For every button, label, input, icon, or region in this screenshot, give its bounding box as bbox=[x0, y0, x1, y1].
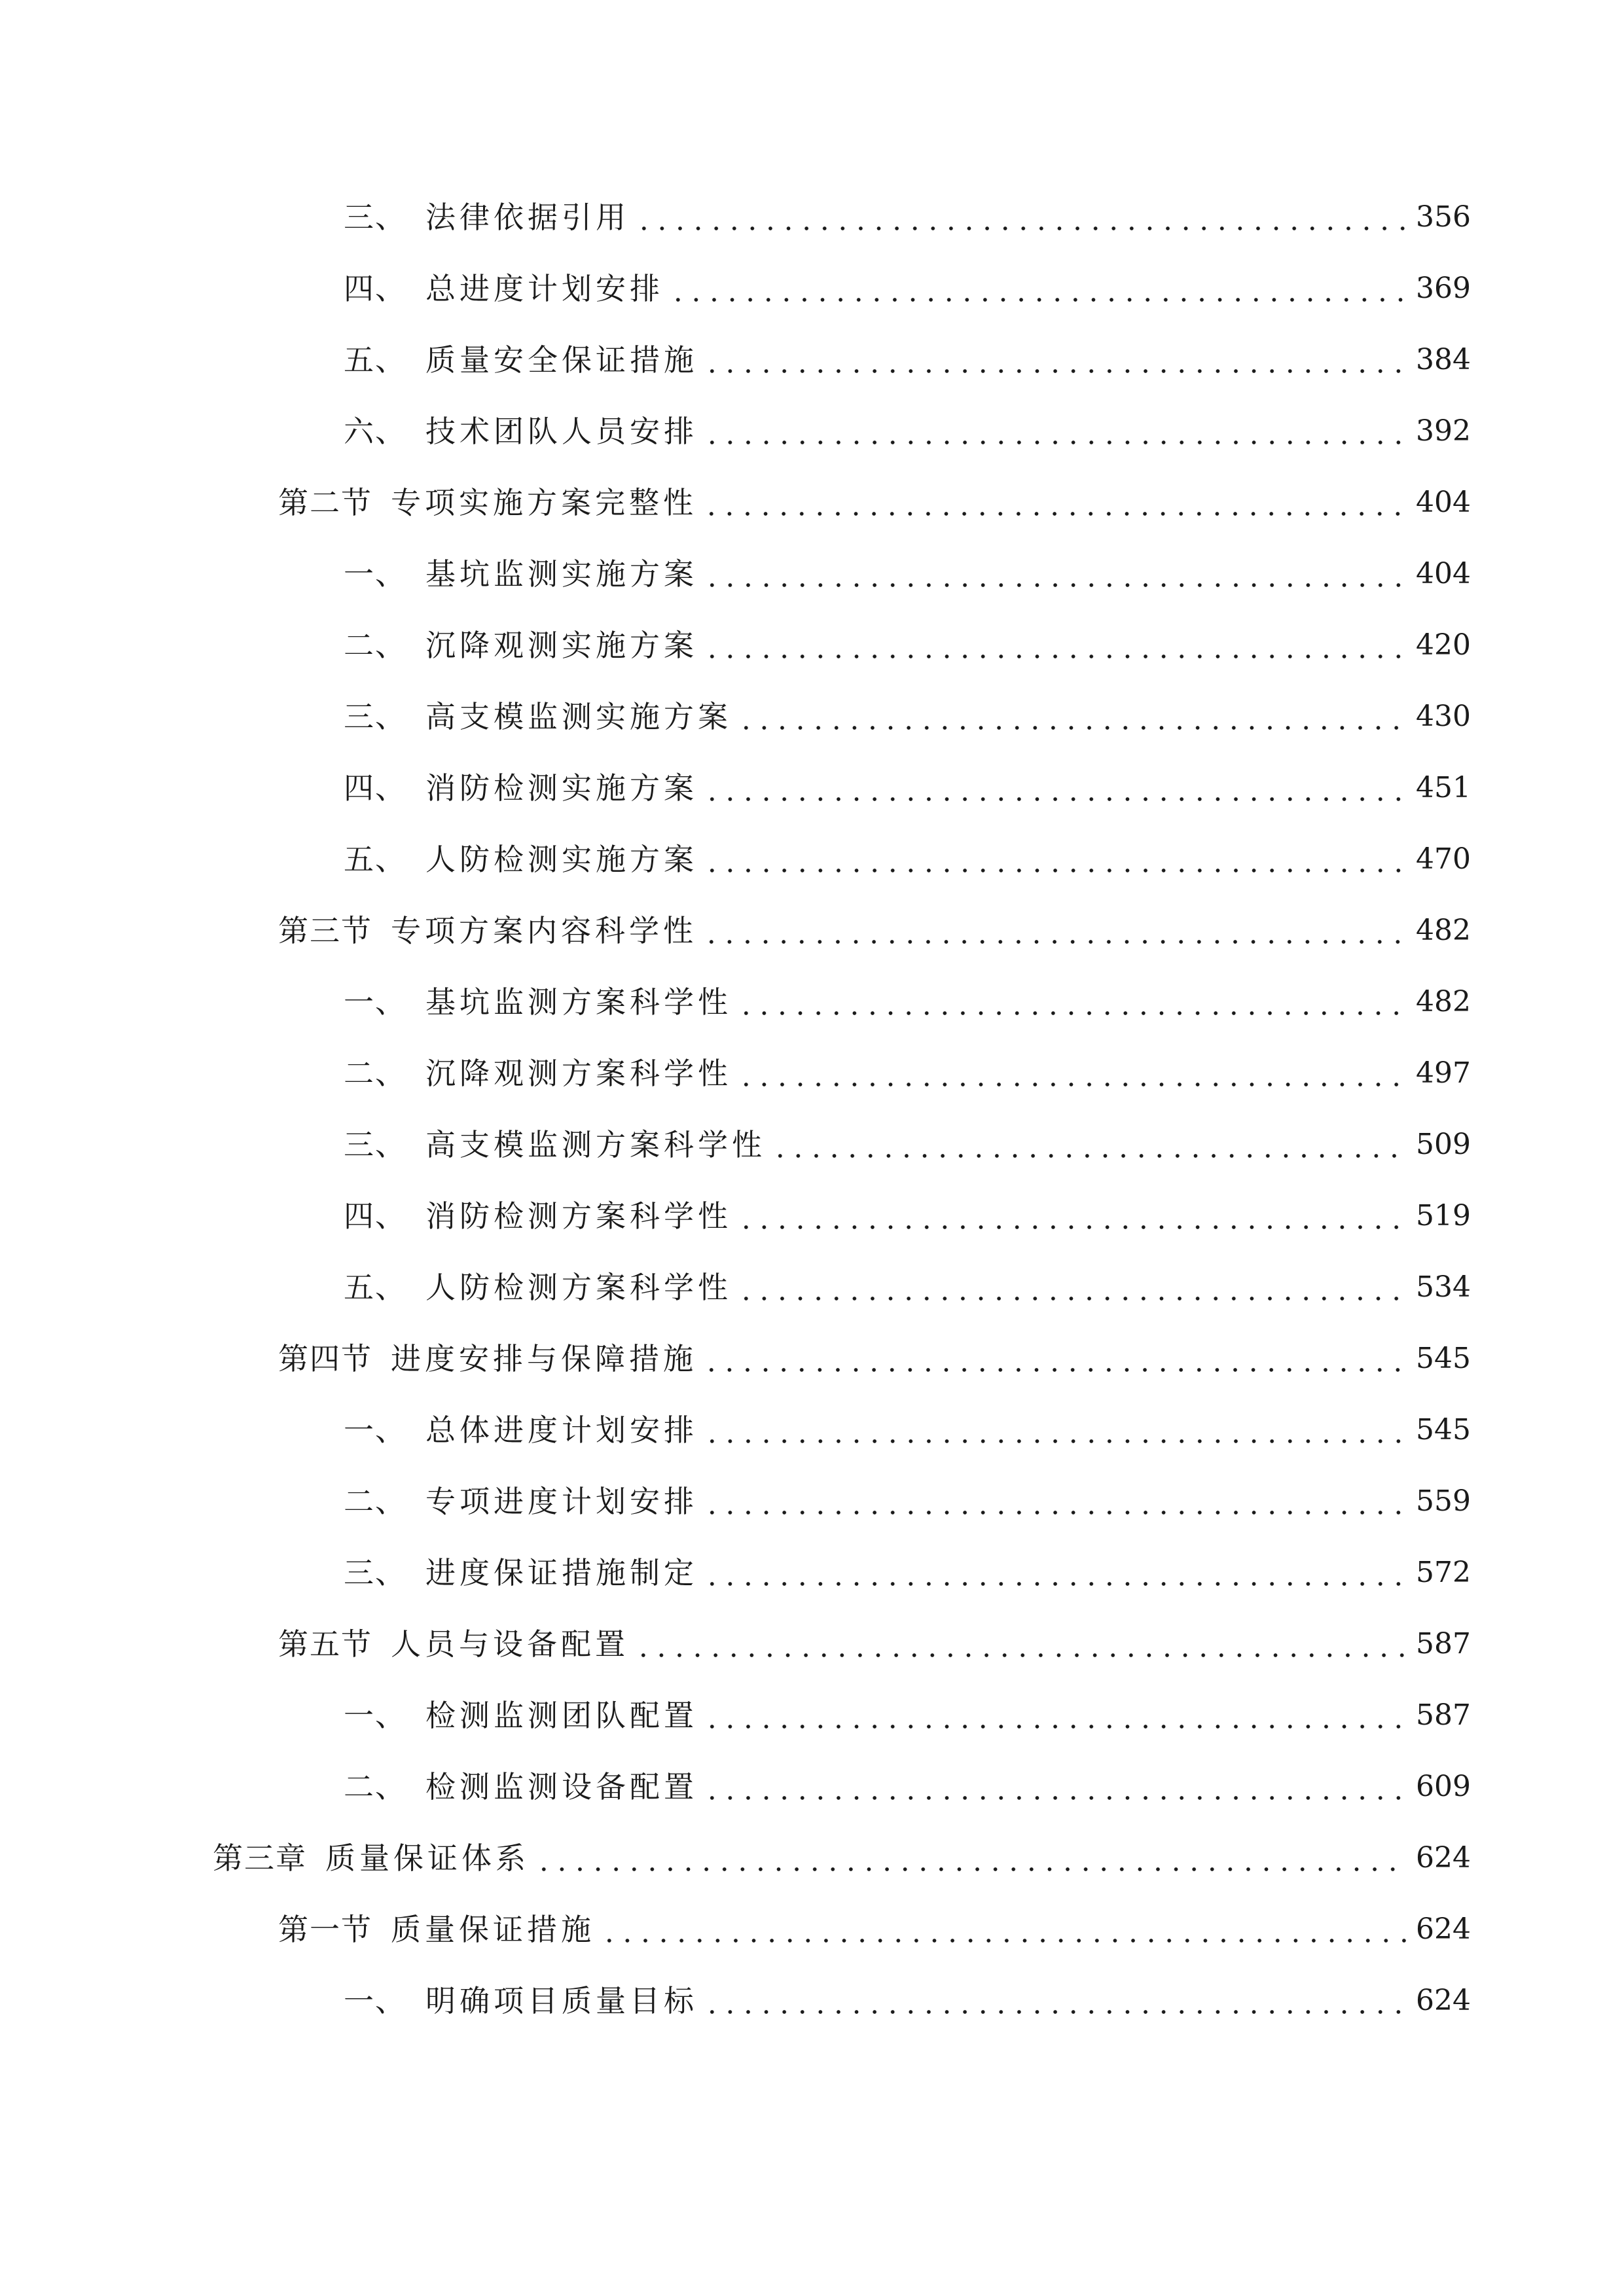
entry-title: 基坑监测方案科学性 bbox=[425, 984, 732, 1020]
entry-title: 质量安全保证措施 bbox=[425, 342, 698, 378]
entry-title: 技术团队人员安排 bbox=[425, 414, 698, 449]
entry-title: 明确项目质量目标 bbox=[425, 1983, 698, 2018]
toc-entry[interactable] bbox=[344, 334, 1471, 386]
toc-entry[interactable] bbox=[278, 476, 1471, 529]
entry-page-number: 404 bbox=[1416, 557, 1471, 590]
entry-number: 三、 bbox=[344, 1127, 406, 1162]
entry-title: 人防检测实施方案 bbox=[425, 842, 698, 877]
toc-entry[interactable] bbox=[344, 1119, 1471, 1171]
dot-leader bbox=[703, 1509, 1407, 1516]
dot-leader bbox=[635, 224, 1407, 232]
toc-entry[interactable] bbox=[344, 619, 1471, 672]
toc-entry[interactable] bbox=[344, 1261, 1471, 1314]
entry-number: 二、 bbox=[344, 628, 406, 663]
entry-page-number: 497 bbox=[1416, 1056, 1471, 1090]
entry-page-number: 545 bbox=[1416, 1413, 1471, 1446]
entry-number: 第四节 bbox=[278, 1341, 372, 1376]
dot-leader bbox=[535, 1865, 1407, 1873]
dot-leader bbox=[771, 1152, 1407, 1160]
dot-leader bbox=[703, 1437, 1407, 1445]
entry-page-number: 420 bbox=[1416, 628, 1471, 662]
dot-leader bbox=[703, 439, 1407, 446]
toc-entry[interactable] bbox=[344, 191, 1471, 243]
entry-page-number: 404 bbox=[1416, 486, 1471, 519]
entry-page-number: 470 bbox=[1416, 842, 1471, 876]
entry-number: 五、 bbox=[344, 1270, 406, 1305]
entry-page-number: 356 bbox=[1416, 200, 1471, 234]
entry-page-number: 559 bbox=[1416, 1484, 1471, 1518]
toc-entry[interactable] bbox=[278, 1903, 1471, 1956]
toc-entry[interactable] bbox=[344, 976, 1471, 1028]
entry-title: 总进度计划安排 bbox=[425, 271, 664, 306]
entry-title: 进度保证措施制定 bbox=[425, 1555, 698, 1590]
entry-title: 检测监测团队配置 bbox=[425, 1698, 698, 1733]
entry-page-number: 609 bbox=[1416, 1770, 1471, 1803]
dot-leader bbox=[703, 581, 1407, 589]
toc-entry[interactable] bbox=[344, 1975, 1471, 2027]
dot-leader bbox=[737, 1223, 1407, 1231]
entry-title: 法律依据引用 bbox=[425, 200, 630, 235]
dot-leader bbox=[703, 795, 1407, 803]
toc-entry[interactable] bbox=[278, 905, 1471, 957]
dot-leader bbox=[703, 867, 1407, 874]
entry-number: 一、 bbox=[344, 556, 406, 592]
dot-leader bbox=[737, 1295, 1407, 1302]
entry-title: 总体进度计划安排 bbox=[425, 1412, 698, 1448]
entry-number: 二、 bbox=[344, 1769, 406, 1804]
dot-leader bbox=[600, 1937, 1407, 1945]
entry-number: 一、 bbox=[344, 1983, 406, 2018]
entry-page-number: 624 bbox=[1416, 1841, 1471, 1874]
entry-number: 五、 bbox=[344, 842, 406, 877]
entry-number: 四、 bbox=[344, 1198, 406, 1234]
entry-number: 四、 bbox=[344, 770, 406, 806]
dot-leader bbox=[703, 1794, 1407, 1802]
entry-number: 第五节 bbox=[278, 1626, 372, 1662]
entry-page-number: 519 bbox=[1416, 1199, 1471, 1232]
toc-entry[interactable] bbox=[278, 1618, 1471, 1670]
entry-title: 高支模监测实施方案 bbox=[425, 699, 732, 734]
entry-number: 一、 bbox=[344, 1412, 406, 1448]
toc-entry[interactable] bbox=[344, 1190, 1471, 1242]
toc-entry[interactable] bbox=[213, 1832, 1471, 1884]
entry-title: 质量保证措施 bbox=[391, 1912, 595, 1947]
dot-leader bbox=[737, 1009, 1407, 1017]
entry-title: 专项方案内容科学性 bbox=[391, 913, 697, 948]
entry-page-number: 430 bbox=[1416, 700, 1471, 733]
dot-leader bbox=[703, 367, 1407, 375]
entry-page-number: 451 bbox=[1416, 771, 1471, 804]
toc-entry[interactable] bbox=[344, 833, 1471, 886]
dot-leader bbox=[703, 1723, 1407, 1731]
entry-title: 专项实施方案完整性 bbox=[391, 485, 697, 520]
entry-page-number: 587 bbox=[1416, 1627, 1471, 1660]
toc-entry[interactable] bbox=[344, 691, 1471, 743]
entry-page-number: 482 bbox=[1416, 985, 1471, 1018]
dot-leader bbox=[702, 1366, 1407, 1374]
entry-page-number: 545 bbox=[1416, 1342, 1471, 1375]
toc-entry[interactable] bbox=[344, 1475, 1471, 1528]
entry-title: 消防检测实施方案 bbox=[425, 770, 698, 806]
toc-entry[interactable] bbox=[278, 1333, 1471, 1385]
toc-entry[interactable] bbox=[344, 762, 1471, 814]
entry-number: 一、 bbox=[344, 1698, 406, 1733]
dot-leader bbox=[737, 1081, 1407, 1088]
entry-title: 沉降观测方案科学性 bbox=[425, 1056, 732, 1091]
dot-leader bbox=[703, 1580, 1407, 1588]
entry-page-number: 392 bbox=[1416, 414, 1471, 448]
toc-entry[interactable] bbox=[344, 1689, 1471, 1742]
entry-page-number: 369 bbox=[1416, 272, 1471, 305]
entry-title: 专项进度计划安排 bbox=[425, 1484, 698, 1519]
entry-title: 人员与设备配置 bbox=[391, 1626, 629, 1662]
entry-title: 进度安排与保障措施 bbox=[391, 1341, 697, 1376]
entry-page-number: 624 bbox=[1416, 1984, 1471, 2017]
entry-title: 质量保证体系 bbox=[325, 1840, 530, 1876]
entry-number: 三、 bbox=[344, 200, 406, 235]
entry-title: 沉降观测实施方案 bbox=[425, 628, 698, 663]
entry-number: 二、 bbox=[344, 1056, 406, 1091]
entry-title: 高支模监测方案科学性 bbox=[425, 1127, 766, 1162]
entry-page-number: 624 bbox=[1416, 1912, 1471, 1946]
entry-title: 人防检测方案科学性 bbox=[425, 1270, 732, 1305]
entry-page-number: 572 bbox=[1416, 1556, 1471, 1589]
toc-entry[interactable] bbox=[344, 262, 1471, 315]
dot-leader bbox=[703, 2008, 1407, 2016]
toc-entry[interactable] bbox=[344, 1547, 1471, 1599]
dot-leader bbox=[634, 1651, 1407, 1659]
entry-number: 第一节 bbox=[278, 1912, 372, 1947]
entry-number: 四、 bbox=[344, 271, 406, 306]
entry-page-number: 509 bbox=[1416, 1128, 1471, 1161]
toc-entry[interactable] bbox=[344, 548, 1471, 600]
entry-page-number: 534 bbox=[1416, 1270, 1471, 1304]
dot-leader bbox=[702, 510, 1407, 518]
entry-number: 三、 bbox=[344, 1555, 406, 1590]
entry-title: 检测监测设备配置 bbox=[425, 1769, 698, 1804]
entry-page-number: 384 bbox=[1416, 343, 1471, 376]
entry-page-number: 482 bbox=[1416, 914, 1471, 947]
toc-entry[interactable] bbox=[344, 405, 1471, 457]
entry-title: 消防检测方案科学性 bbox=[425, 1198, 732, 1234]
entry-number: 六、 bbox=[344, 414, 406, 449]
dot-leader bbox=[702, 938, 1407, 946]
toc-entry[interactable] bbox=[344, 1404, 1471, 1456]
entry-number: 三、 bbox=[344, 699, 406, 734]
entry-title: 基坑监测实施方案 bbox=[425, 556, 698, 592]
entry-number: 一、 bbox=[344, 984, 406, 1020]
entry-number: 第三章 bbox=[213, 1840, 307, 1876]
entry-number: 五、 bbox=[344, 342, 406, 378]
entry-number: 第二节 bbox=[278, 485, 372, 520]
entry-number: 二、 bbox=[344, 1484, 406, 1519]
entry-number: 第三节 bbox=[278, 913, 372, 948]
toc-entry[interactable] bbox=[344, 1047, 1471, 1100]
toc-entry[interactable] bbox=[344, 1761, 1471, 1813]
entry-page-number: 587 bbox=[1416, 1698, 1471, 1732]
dot-leader bbox=[669, 296, 1407, 304]
dot-leader bbox=[737, 724, 1407, 732]
dot-leader bbox=[703, 653, 1407, 660]
